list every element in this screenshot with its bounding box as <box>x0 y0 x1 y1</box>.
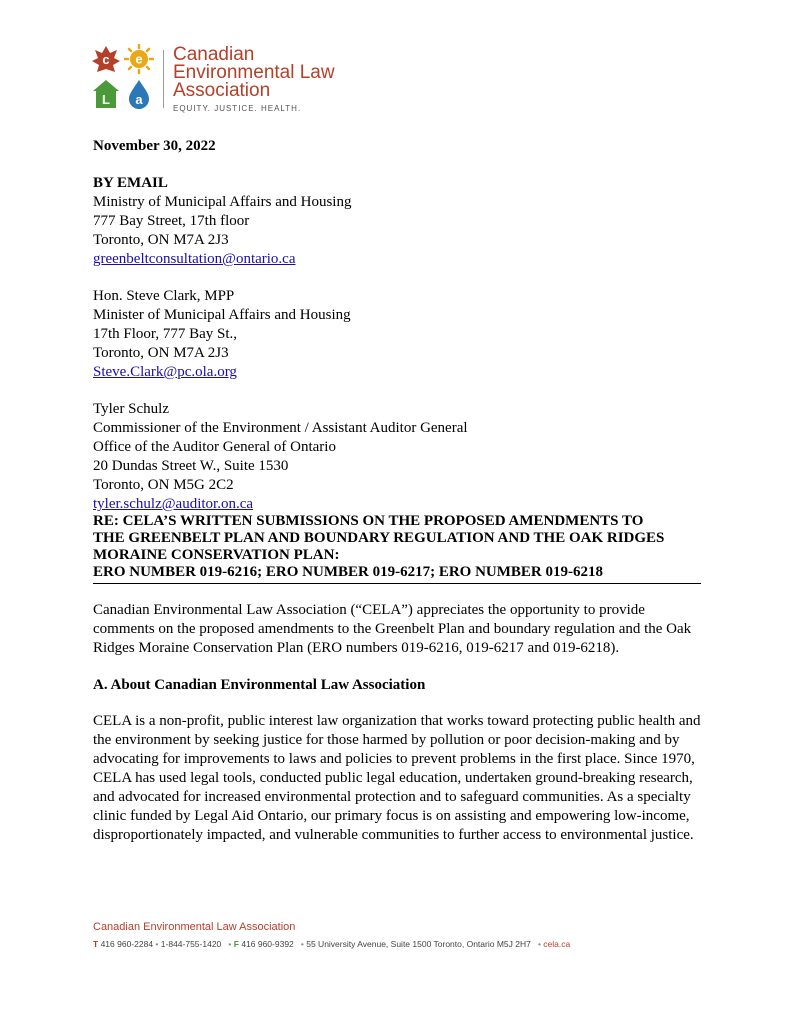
recipient1-line: Ministry of Municipal Affairs and Housing <box>93 194 352 210</box>
intro-paragraph: Canadian Environmental Law Association (“CELA”) appreciates the opportunity to provide comments on the proposed amendments to the Greenbelt Plan and boundary regulation and the Oak Ridges Moraine Conservation Plan (ERO numbers 019-6216, 019-6217 and 019-6218). <box>93 602 692 656</box>
logo-line-1: Canadian <box>173 44 255 65</box>
footer-separator: • <box>537 939 541 949</box>
footer-phone: 416 960-2284 <box>100 939 154 949</box>
recipient2-line: Hon. Steve Clark, MPP <box>93 288 235 304</box>
recipient3-line: Office of the Auditor General of Ontario <box>93 439 336 455</box>
maple-leaf-icon <box>92 46 120 72</box>
logo-line-2: Environmental Law <box>173 62 335 83</box>
section-a-heading: A. About Canadian Environmental Law Association <box>93 677 426 693</box>
logo-letter-e: e <box>135 51 143 67</box>
subject-line <box>93 513 701 581</box>
recipient3-line: 20 Dundas Street W., Suite 1530 <box>93 458 289 474</box>
footer-website-link[interactable]: cela.ca <box>543 939 571 949</box>
footer-separator: • <box>300 939 304 949</box>
footer-separator: • <box>228 939 232 949</box>
logo-letter-L: L <box>102 92 110 107</box>
fax-label: F <box>233 939 239 949</box>
recipient2-line: 17th Floor, 777 Bay St., <box>93 326 237 342</box>
footer-tollfree: 1-844-755-1420 <box>160 939 222 949</box>
footer-fax: 416 960-9392 <box>241 939 294 949</box>
logo-wordmark <box>173 46 335 113</box>
logo-letter-c: c <box>102 52 110 67</box>
recipient2-email-link[interactable]: Steve.Clark@pc.ola.org <box>93 364 237 380</box>
house-icon <box>93 80 119 108</box>
delivery-method: BY EMAIL <box>93 175 168 191</box>
footer-org-name: Canadian Environmental Law Association <box>93 921 296 933</box>
recipient3-line: Toronto, ON M5G 2C2 <box>93 477 234 493</box>
logo-tagline: EQUITY. JUSTICE. HEALTH. <box>173 104 302 113</box>
recipient3-line: Tyler Schulz <box>93 401 170 417</box>
recipient3-email-link[interactable]: tyler.schulz@auditor.on.ca <box>93 496 254 512</box>
section-a-body: CELA is a non-profit, public interest law organization that works toward protecting public health and the environment by seeking justice for those harmed by pollution or poor decision-making and by advocating for improvements to laws and policies to prevent problems in the first place. Since 1970, CELA has used legal tools, conducted public legal education, undertaken ground-breaking research, and advocated for increased environmental protection and to safeguard communities. As a specialty clinic funded by Legal Aid Ontario, our primary focus is on assisting and empowering low-income, disproportionately impacted, and vulnerable communities to further access to environmental justice. <box>93 713 701 843</box>
cela-logo <box>92 44 352 116</box>
letter-date: November 30, 2022 <box>93 138 216 154</box>
subject-line-row: MORAINE CONSERVATION PLAN: <box>93 547 340 563</box>
logo-letter-a: a <box>135 92 143 107</box>
page-footer <box>93 921 713 949</box>
phone-label: T <box>93 939 99 949</box>
letter-addresses <box>93 137 703 514</box>
subject-line-row: ERO NUMBER 019-6216; ERO NUMBER 019-6217; ERO NUMBER 019-6218 <box>93 564 603 580</box>
subject-line-row: RE: CELA’S WRITTEN SUBMISSIONS ON THE PROPOSED AMENDMENTS TO <box>93 513 644 529</box>
logo-line-3: Association <box>173 80 271 101</box>
sun-icon <box>125 45 153 73</box>
logo-icons <box>92 44 154 110</box>
footer-contact-line <box>93 939 713 949</box>
recipient2-line: Toronto, ON M7A 2J3 <box>93 345 229 361</box>
recipient1-email-link[interactable]: greenbeltconsultation@ontario.ca <box>93 251 296 267</box>
subject-underline <box>93 583 701 584</box>
water-drop-icon <box>129 80 149 109</box>
recipient1-line: 777 Bay Street, 17th floor <box>93 213 250 229</box>
recipient1-line: Toronto, ON M7A 2J3 <box>93 232 229 248</box>
subject-line-row: THE GREENBELT PLAN AND BOUNDARY REGULATION AND THE OAK RIDGES <box>93 530 665 546</box>
footer-address: 55 University Avenue, Suite 1500 Toronto, Ontario M5J 2H7 <box>306 939 531 949</box>
footer-separator: • <box>155 939 159 949</box>
recipient3-line: Commissioner of the Environment / Assistant Auditor General <box>93 420 468 436</box>
logo-divider <box>163 50 164 108</box>
recipient2-line: Minister of Municipal Affairs and Housing <box>93 307 351 323</box>
